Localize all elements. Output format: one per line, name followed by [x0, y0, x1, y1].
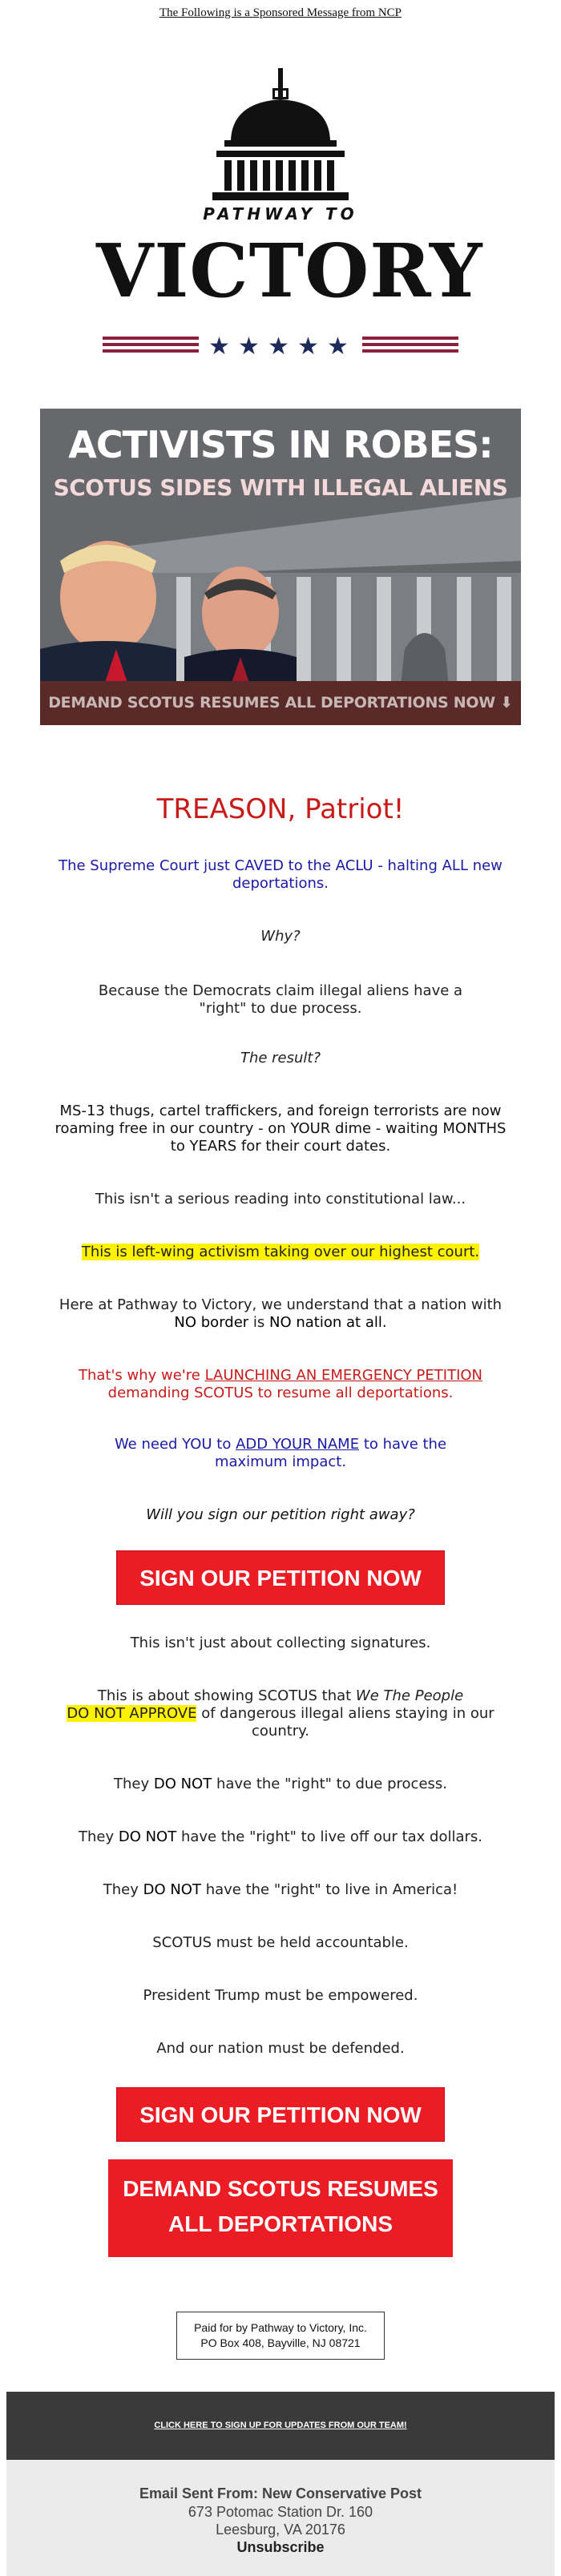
petition-launch-text: That's why we're	[78, 1367, 205, 1384]
hero-subheadline: SCOTUS SIDES WITH ILLEGAL ALIENS	[53, 474, 508, 501]
svg-text:★: ★	[297, 333, 319, 361]
they-text: They	[113, 1776, 154, 1792]
hero-banner-image[interactable]	[40, 409, 521, 725]
launching-petition-link[interactable]: LAUNCHING AN EMERGENCY PETITION	[204, 1367, 483, 1384]
sender-address-2: Leesburg, VA 20176	[216, 2522, 345, 2538]
do-not-approve-suffix: of dangerous illegal aliens staying in our	[196, 1705, 494, 1722]
tax-dollars-text: have the "right" to live off our tax dollars.	[176, 1828, 483, 1845]
maximum-impact-text: maximum impact.	[214, 1453, 347, 1470]
sign-petition-button-2[interactable]: SIGN OUR PETITION NOW	[116, 2087, 445, 2142]
signup-updates-link[interactable]: CLICK HERE TO SIGN UP FOR UPDATES FROM OUR TEAM!	[154, 2421, 407, 2430]
disclaimer-line-2: PO Box 408, Bayville, NJ 08721	[200, 2336, 361, 2349]
paragraph-accountable: SCOTUS must be held accountable.	[152, 1934, 409, 1951]
no-nation-text: NO nation at all.	[269, 1314, 387, 1331]
paragraph-tax-dollars	[0, 1828, 561, 1846]
svg-text:★: ★	[208, 333, 230, 361]
they-text: They	[103, 1881, 143, 1898]
sponsor-notice: The Following is a Sponsored Message from NCP	[159, 6, 402, 19]
sender-address-1: 673 Potomac Station Dr. 160	[188, 2504, 373, 2520]
paragraph-nation	[0, 1296, 561, 1332]
demand-scotus-line-1: DEMAND SCOTUS RESUMES	[123, 2176, 438, 2201]
sign-petition-button[interactable]: SIGN OUR PETITION NOW	[116, 1550, 445, 1605]
they-text: They	[78, 1828, 119, 1845]
no-border-text: NO border	[174, 1314, 249, 1331]
hero-cta-banner[interactable]: DEMAND SCOTUS RESUMES ALL DEPORTATIONS NOW ⬇	[40, 681, 521, 725]
paragraph-result: The result?	[240, 1050, 321, 1066]
add-name-suffix: to have the	[359, 1436, 447, 1453]
logo-tagline: PATHWAY TO	[203, 204, 358, 224]
sender-name: Email Sent From: New Conservative Post	[139, 2485, 422, 2501]
demand-scotus-button[interactable]	[108, 2159, 453, 2257]
highlight-do-not-approve: DO NOT APPROVE	[67, 1705, 197, 1722]
paragraph-signatures: This isn't just about collecting signatures.	[130, 1635, 431, 1651]
do-not-text: DO NOT	[153, 1776, 212, 1792]
paragraph-constitutional: This isn't a serious reading into constitutional law...	[95, 1191, 466, 1207]
add-name-prefix: We need YOU to	[114, 1436, 236, 1453]
svg-text:★: ★	[327, 333, 349, 361]
svg-text:★: ★	[268, 333, 289, 361]
unsubscribe-link[interactable]: Unsubscribe	[236, 2539, 325, 2555]
do-not-text: DO NOT	[143, 1881, 201, 1898]
paragraph-activism	[0, 1244, 561, 1261]
highlight-activism: This is left-wing activism taking over our highest court.	[81, 1244, 480, 1260]
add-your-name-link[interactable]: ADD YOUR NAME	[236, 1436, 360, 1453]
country-text: country.	[252, 1723, 309, 1740]
hero-headline: ACTIVISTS IN ROBES:	[68, 423, 493, 466]
live-in-america-text: have the "right" to live in America!	[200, 1881, 458, 1898]
paragraph-caved: The Supreme Court just CAVED to the ACLU - halting ALL new deportations.	[59, 857, 502, 892]
we-the-people-prefix: This is about showing SCOTUS that	[97, 1687, 356, 1704]
paragraph-due-process: Because the Democrats claim illegal aliens have a "right" to due process.	[98, 982, 463, 1017]
demand-scotus-line-2: ALL DEPORTATIONS	[168, 2211, 393, 2236]
paragraph-sign-question: Will you sign our petition right away?	[146, 1506, 415, 1523]
footer-signup-bar	[6, 2392, 555, 2460]
nation-line-2	[0, 1314, 561, 1332]
do-not-text: DO NOT	[118, 1828, 177, 1845]
nation-line-1: Here at Pathway to Victory, we understand that a nation with	[59, 1296, 502, 1313]
paragraph-petition-launch	[0, 1367, 561, 1402]
paragraph-we-the-people	[0, 1687, 561, 1740]
paragraph-defended: And our nation must be defended.	[156, 2040, 405, 2057]
paragraph-ms13: MS-13 thugs, cartel traffickers, and foreign terrorists are now roaming free in our country - on YOUR dime - waiting MONTHS to YEARS for their court dates.	[54, 1103, 507, 1155]
due-process-right-text: have the "right" to due process.	[212, 1776, 447, 1792]
paragraph-empowered: President Trump must be empowered.	[143, 1987, 418, 2004]
paragraph-why: Why?	[260, 928, 301, 945]
paragraph-live-in-america	[0, 1881, 561, 1899]
we-the-people-text: We The People	[355, 1687, 464, 1704]
footer-sender-info	[6, 2460, 555, 2576]
svg-text:★: ★	[238, 333, 260, 361]
petition-demand-text: demanding SCOTUS to resume all deportations.	[107, 1385, 454, 1401]
paragraph-due-process-right	[0, 1776, 561, 1793]
message-title: TREASON, Patriot!	[156, 793, 405, 825]
paragraph-add-name	[0, 1436, 561, 1471]
logo-wordmark: VICTORY	[96, 228, 483, 314]
paid-for-disclaimer	[176, 2312, 385, 2360]
is-text: is	[248, 1314, 270, 1331]
pathway-to-victory-logo	[96, 64, 483, 385]
disclaimer-line-1: Paid for by Pathway to Victory, Inc.	[194, 2321, 367, 2334]
